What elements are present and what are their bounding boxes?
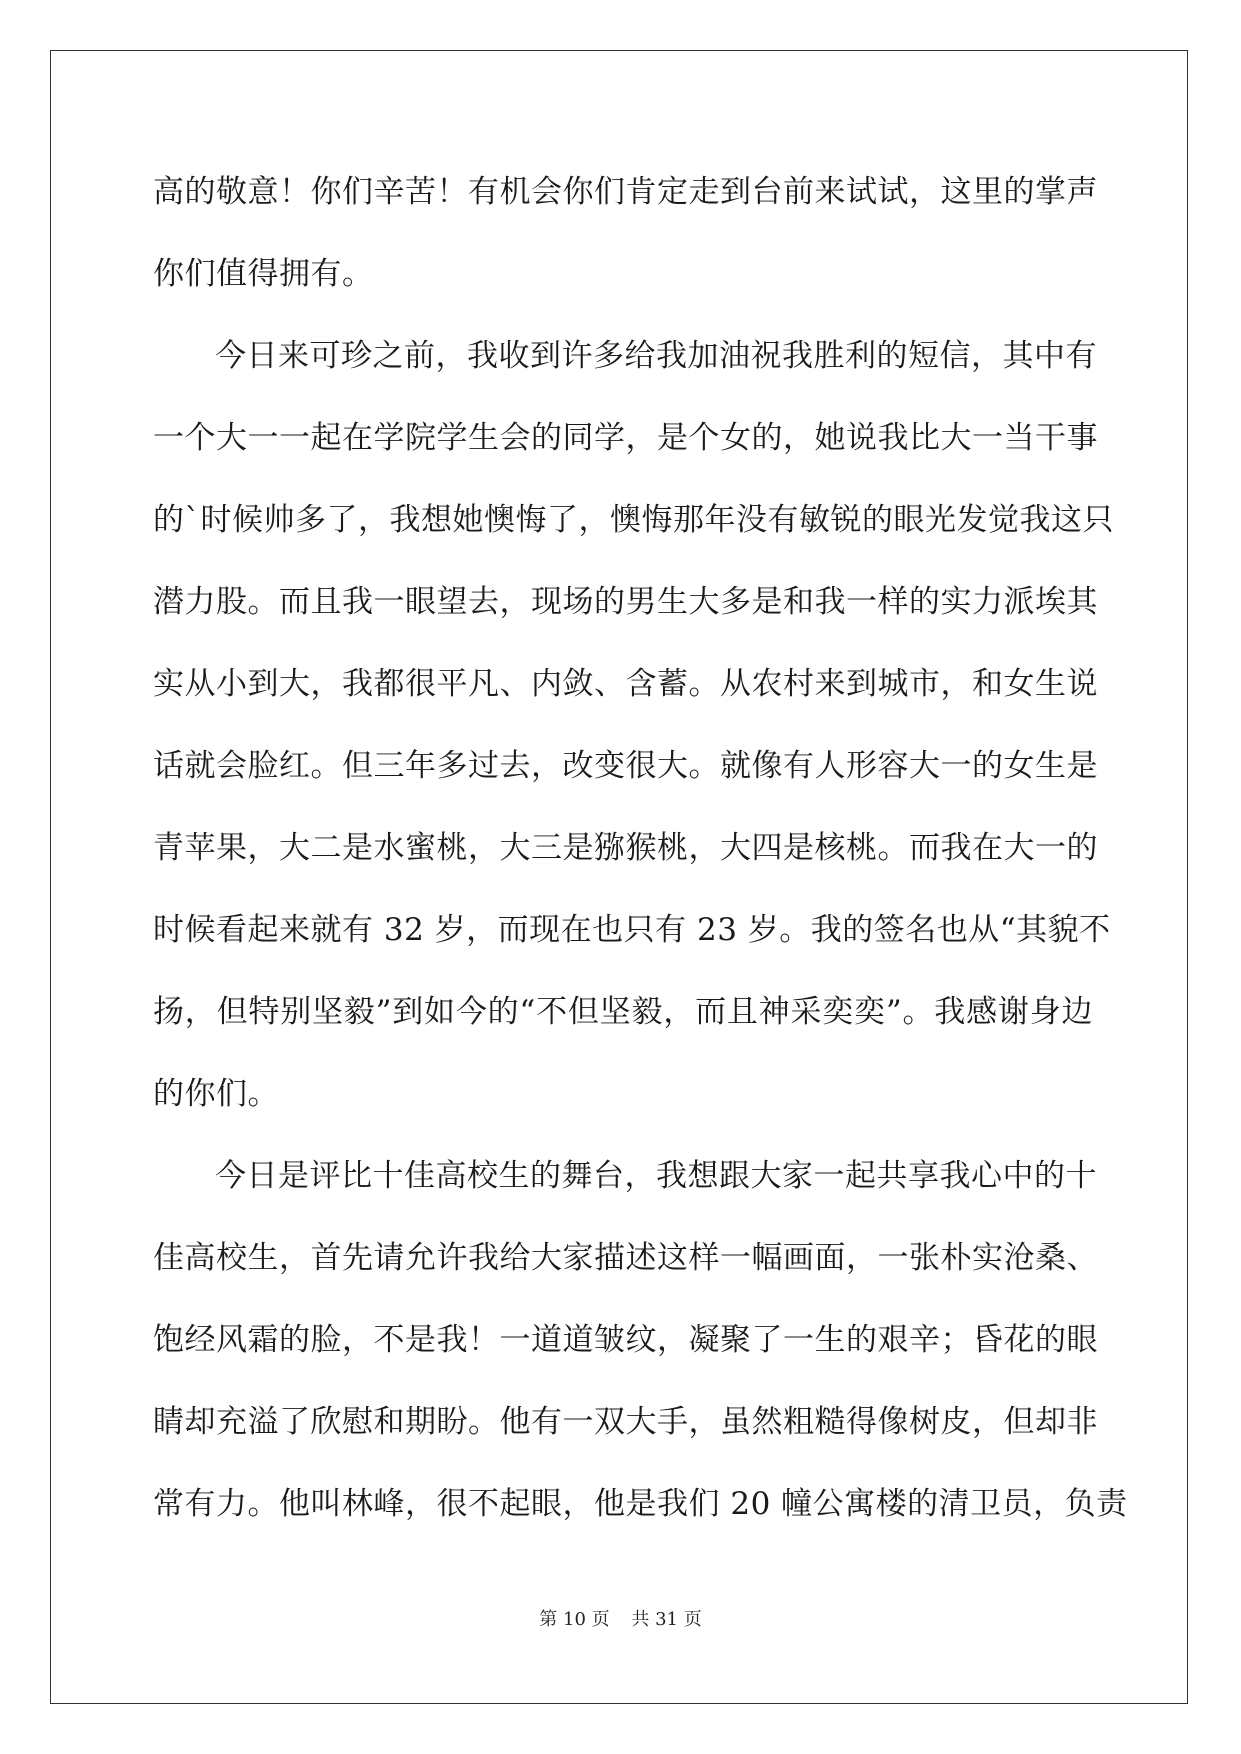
text-line: 实从小到大，我都很平凡、内敛、含蓄。从农村来到城市，和女生说 [153,666,1098,702]
page-footer [0,1605,1241,1631]
text-line: 的你们。 [153,1076,279,1112]
text-line: 饱经风霜的脸，不是我！一道道皱纹，凝聚了一生的艰辛；昏花的眼 [153,1322,1098,1358]
text-line: 今日是评比十佳高校生的舞台，我想跟大家一起共享我心中的十 [215,1158,1097,1194]
text-line: 高的敬意！你们辛苦！有机会你们肯定走到台前来试试，这里的掌声 [153,174,1098,210]
text-line: 常有力。他叫林峰，很不起眼，他是我们 20 幢公寓楼的清卫员，负责 [153,1486,1128,1522]
text-line: 今日来可珍之前，我收到许多给我加油祝我胜利的短信，其中有 [215,338,1097,374]
text-line: 睛却充溢了欣慰和期盼。他有一双大手，虽然粗糙得像树皮，但却非 [153,1404,1098,1440]
paragraph [153,1142,1128,1552]
paragraph [153,322,1114,1142]
text-line: 话就会脸红。但三年多过去，改变很大。就像有人形容大一的女生是 [153,748,1098,784]
page-total: 共 31 页 [631,1609,702,1630]
text-line: 你们值得拥有。 [153,256,374,292]
paragraph [153,158,1098,322]
text-line: 时候看起来就有 32 岁，而现在也只有 23 岁。我的签名也从“其貌不 [153,912,1111,948]
text-line: 扬，但特别坚毅”到如今的“不但坚毅，而且神采奕奕”。我感谢身边 [153,994,1093,1030]
text-line: 青苹果，大二是水蜜桃，大三是猕猴桃，大四是核桃。而我在大一的 [153,830,1098,866]
text-line: 的`时候帅多了，我想她懊悔了，懊悔那年没有敏锐的眼光发觉我这只 [153,502,1114,538]
text-line: 潜力股。而且我一眼望去，现场的男生大多是和我一样的实力派埃其 [153,584,1098,620]
text-line: 佳高校生，首先请允许我给大家描述这样一幅画面，一张朴实沧桑、 [153,1240,1098,1276]
text-line: 一个大一一起在学院学生会的同学，是个女的，她说我比大一当干事 [153,420,1098,456]
document-body [153,158,1128,1552]
page-number: 第 10 页 [539,1609,610,1630]
